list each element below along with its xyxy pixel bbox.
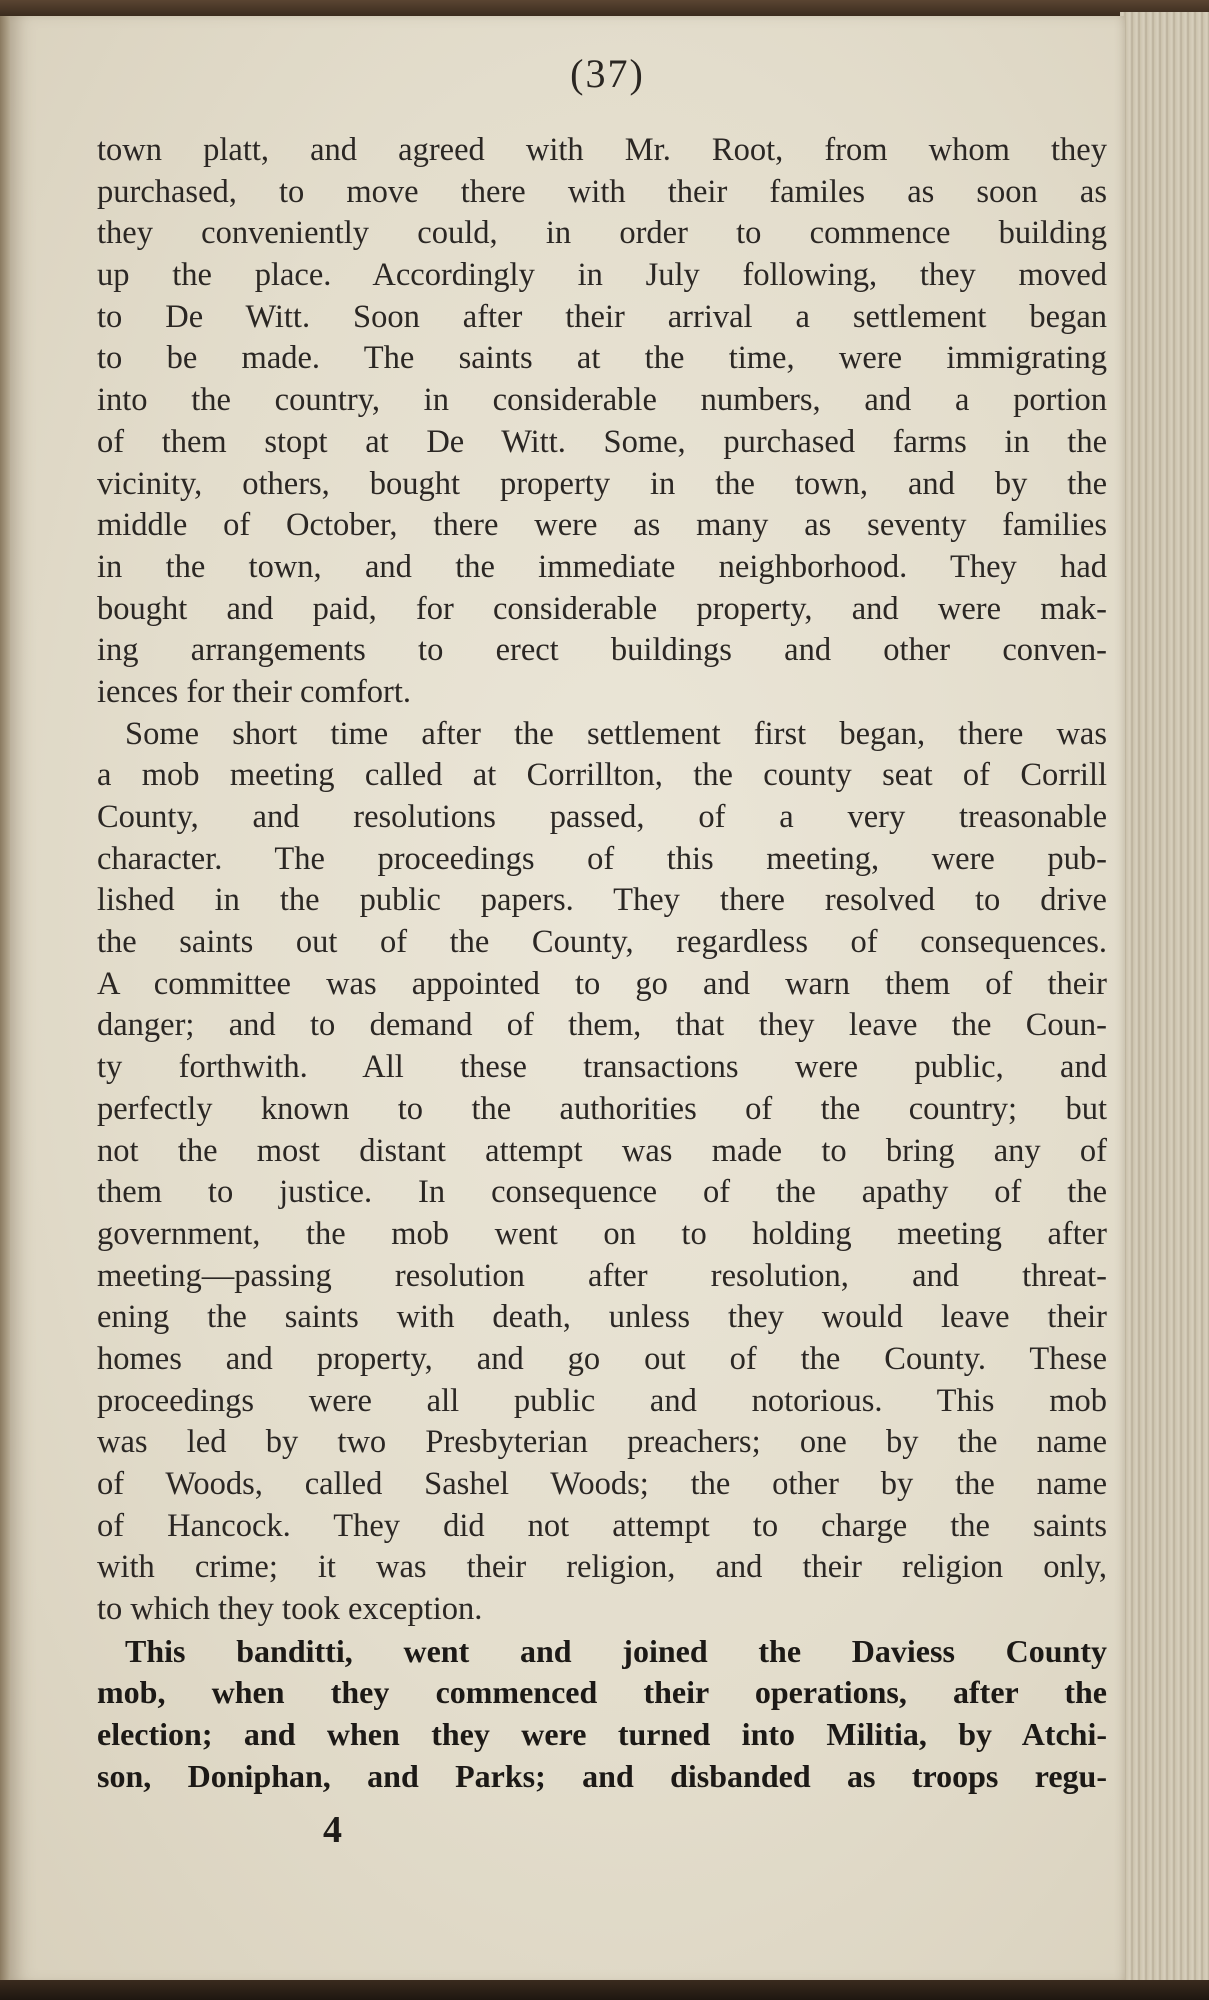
text-line: ing arrangements to erect buildings and other conven-	[97, 632, 1107, 669]
text-line: election; and when they were turned into Militia, by Atchi-	[97, 1716, 1107, 1753]
text-line: of Hancock. They did not attempt to charge the saints	[97, 1507, 1107, 1544]
text-line: lished in the public papers. They there resolved to drive	[97, 882, 1107, 919]
page-number: (37)	[570, 51, 645, 96]
text-line: to which they took exception.	[97, 1591, 483, 1628]
text-line: A committee was appointed to go and warn them of their	[97, 965, 1107, 1002]
text-line: middle of October, there were as many as seventy families	[97, 507, 1107, 544]
text-line: town platt, and agreed with Mr. Root, from whom they	[97, 132, 1107, 168]
body-text	[97, 130, 1107, 1798]
text-line: with crime; it was their religion, and their religion only,	[97, 1549, 1107, 1586]
text-line: son, Doniphan, and Parks; and disbanded as troops regu-	[97, 1757, 1107, 1794]
text-line: perfectly known to the authorities of the country; but	[97, 1090, 1107, 1127]
text-line: County, and resolutions passed, of a very treasonable	[97, 799, 1107, 835]
text-line: proceedings were all public and notorious. This mob	[97, 1382, 1107, 1419]
text-line: meeting—passing resolution after resolution, and threat-	[97, 1257, 1107, 1294]
text-line: government, the mob went on to holding meeting after	[97, 1215, 1107, 1252]
text-line: bought and paid, for considerable property, and were mak-	[97, 590, 1107, 627]
text-line: them to justice. In consequence of the apathy of the	[97, 1174, 1107, 1211]
text-line: homes and property, and go out of the County. These	[97, 1340, 1107, 1377]
text-line: This banditti, went and joined the Daviess County	[125, 1632, 1107, 1669]
text-line: ening the saints with death, unless they would leave their	[97, 1299, 1107, 1336]
text-line: of them stopt at De Witt. Some, purchased farms in the	[97, 423, 1107, 460]
text-line: the saints out of the County, regardless of consequences.	[97, 924, 1107, 961]
text-line: ty forthwith. All these transactions were public, and	[97, 1049, 1107, 1086]
text-line: up the place. Accordingly in July following, they moved	[97, 257, 1107, 294]
text-line: danger; and to demand of them, that they leave the Coun-	[97, 1007, 1107, 1044]
text-line: to be made. The saints at the time, were immigrating	[97, 340, 1107, 377]
text-line: iences for their comfort.	[97, 673, 412, 710]
text-line: they conveniently could, in order to commence building	[97, 215, 1107, 252]
signature-mark: 4	[323, 1809, 342, 1851]
page-stack-edge	[1120, 12, 1209, 1987]
text-line: not the most distant attempt was made to bring any of	[97, 1132, 1107, 1169]
text-line: a mob meeting called at Corrillton, the county seat of Corrill	[97, 757, 1107, 794]
text-line: in the town, and the immediate neighborhood. They had	[97, 548, 1107, 585]
text-line: was led by two Presbyterian preachers; one by the name	[97, 1424, 1107, 1461]
text-line: mob, when they commenced their operations, after the	[97, 1674, 1107, 1711]
book-cover-edge-top	[0, 0, 1209, 16]
book-cover-edge-bottom	[0, 1980, 1209, 2000]
text-line: of Woods, called Sashel Woods; the other by the name	[97, 1466, 1107, 1502]
text-line: purchased, to move there with their familes as soon as	[97, 173, 1107, 210]
text-line: vicinity, others, bought property in the town, and by the	[97, 465, 1107, 502]
text-line: character. The proceedings of this meeting, were pub-	[97, 840, 1107, 877]
text-line: into the country, in considerable numbers, and a portion	[97, 382, 1107, 419]
text-line: to De Witt. Soon after their arrival a settlement began	[97, 298, 1107, 335]
text-line: Some short time after the settlement first began, there was	[125, 715, 1107, 752]
